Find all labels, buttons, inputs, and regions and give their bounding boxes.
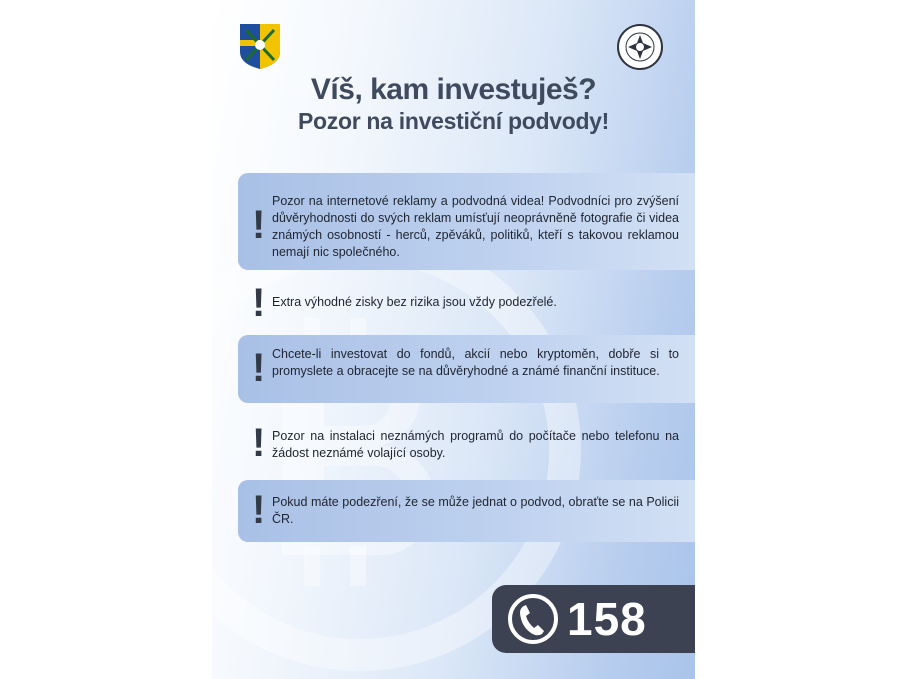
exclamation-icon: ! [252,203,266,247]
warning-text: Extra výhodné zisky bez rizika jsou vždy podezřelé. [272,295,557,309]
exclamation-icon: ! [252,346,266,390]
warning-item [238,480,695,542]
page-title: Víš, kam investuješ? [310,73,597,106]
hotline-badge [492,585,695,653]
warning-item [238,173,695,270]
warning-text: Pozor na instalaci neznámých programů do počítače nebo telefonu na žádost neznámé volající osoby. [272,429,679,460]
warning-text: Pokud máte podezření, že se může jednat o podvod, obraťte se na Policii ČR. [272,495,679,526]
warning-item [238,280,695,324]
exclamation-icon: ! [252,488,266,532]
exclamation-icon: ! [252,281,266,325]
warning-text: Chcete-li investovat do fondů, akcií nebo kryptoměn, dobře si to promyslete a obracejte se na důvěryhodné a známé finanční instituce. [272,347,679,378]
page-subtitle: Pozor na investiční podvody! [297,108,610,134]
warning-item [238,416,695,468]
warning-item [238,335,695,403]
warning-text: Pozor na internetové reklamy a podvodná videa! Podvodníci pro zvýšení důvěryhodnosti do svých reklam umísťují neoprávněně fotografie či videa známých osobností - herců, zpěváků, politiků, kteří s takovou reklamou nemají nic společného. [272,194,679,259]
hotline-number: 158 [567,593,647,645]
regional-crest-logo [238,22,282,70]
police-seal-logo [616,23,664,71]
phone-icon [507,593,559,645]
poster [212,0,695,679]
exclamation-icon: ! [252,421,266,465]
